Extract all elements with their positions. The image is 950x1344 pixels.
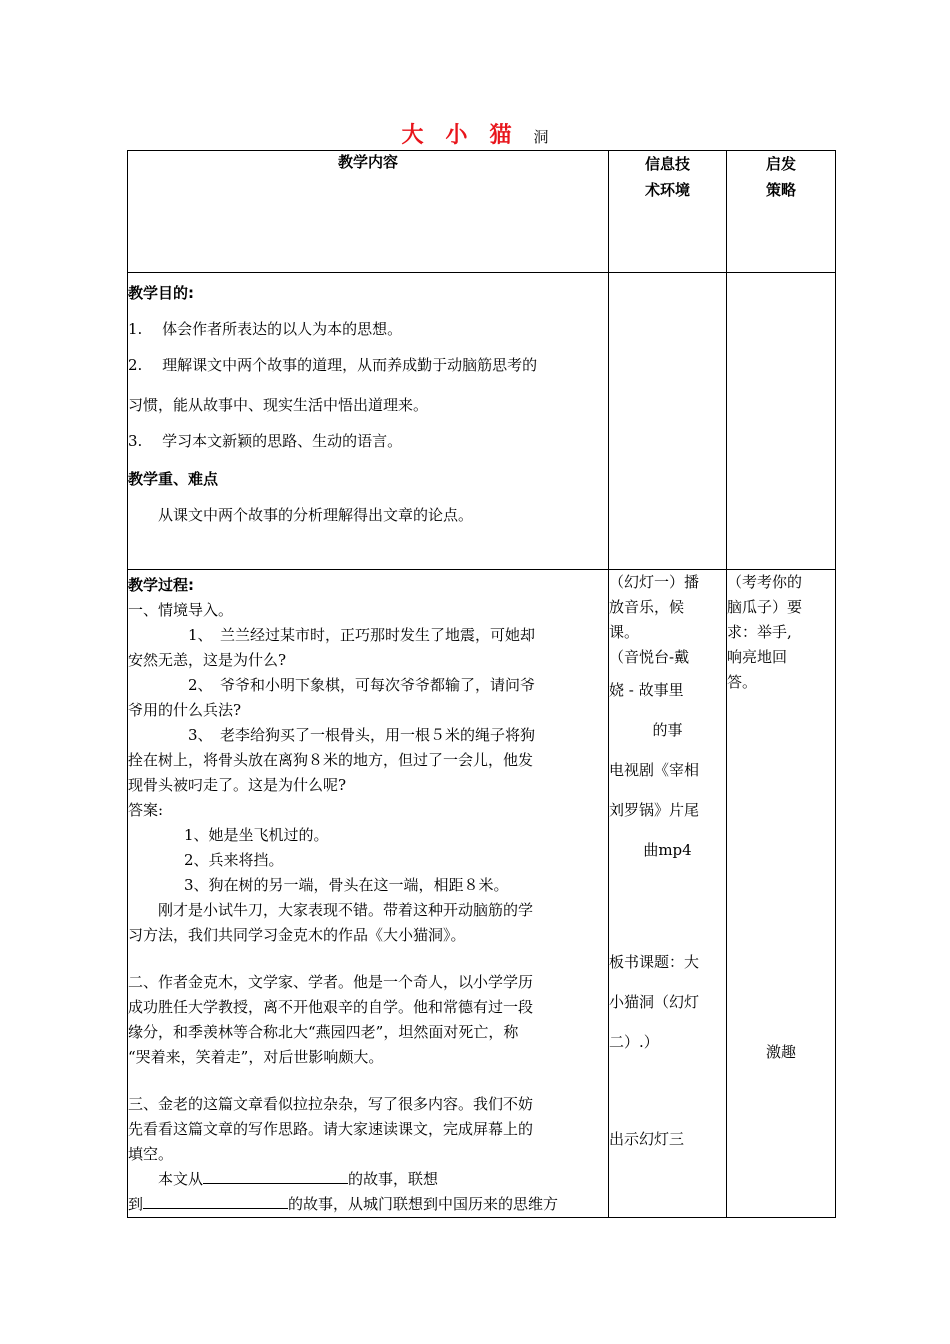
section-3: 三、金老的这篇文章看似拉拉杂杂，写了很多内容。我们不妨	[128, 1095, 534, 1113]
section-3-cont2: 填空。	[128, 1145, 174, 1163]
page-title	[0, 120, 950, 153]
tech-line: 的事	[652, 721, 683, 739]
objectives-heading: 教学目的:	[128, 284, 194, 302]
objective-3: 3. 学习本文新颖的思路、生动的语言。	[128, 432, 403, 450]
section-2-cont3: “哭着来，笑着走”，对后世影响颇大。	[128, 1048, 384, 1066]
section-2: 二、作者金克木，文学家、学者。他是一个奇人，以小学学历	[128, 973, 534, 991]
tech-cell	[609, 570, 727, 1218]
tech-line: 电视剧《宰相	[609, 761, 700, 779]
tech-line: 板书课题：大	[609, 953, 700, 971]
key-heading: 教学重、难点	[128, 470, 219, 488]
blank-line-1	[203, 1169, 348, 1184]
lesson-plan-table	[127, 150, 836, 1218]
transition-text-cont: 习方法，我们共同学习金克木的作品《大小猫洞》。	[128, 926, 466, 944]
header-content: 教学内容	[128, 151, 609, 273]
tech-line: （幻灯一）播	[609, 573, 700, 591]
blank-line-2	[143, 1194, 288, 1209]
transition-text: 刚才是小试牛刀，大家表现不错。带着这种开动脑筋的学	[158, 901, 534, 919]
objectives-tech-empty	[609, 273, 727, 570]
answer-heading: 答案:	[128, 801, 164, 819]
objective-1: 1. 体会作者所表达的以人为本的思想。	[128, 320, 403, 338]
title-main: 大小猫	[401, 123, 534, 148]
section-1: 一、情境导入。	[128, 601, 234, 619]
tech-line: 小猫洞（幻灯	[609, 993, 700, 1011]
answer-2: 2、兵来将挡。	[184, 851, 284, 869]
process-heading: 教学过程:	[128, 576, 194, 594]
question-3: 3、 老李给狗买了一根骨头，用一根５米的绳子将狗	[188, 726, 536, 744]
strategy-line: 激趣	[765, 1043, 796, 1061]
tech-line: 娆 - 故事里	[609, 681, 684, 699]
table-header-row	[128, 151, 836, 273]
process-row	[128, 570, 836, 1218]
tech-line: 课。	[609, 623, 640, 641]
question-1: 1、 兰兰经过某市时，正巧那时发生了地震，可她却	[188, 626, 536, 644]
objectives-row	[128, 273, 836, 570]
question-3-cont2: 现骨头被叼走了。这是为什么呢?	[128, 776, 347, 794]
tech-line: （音悦台-戴	[609, 648, 690, 666]
question-1-cont: 安然无恙，这是为什么?	[128, 651, 287, 669]
answer-3: 3、狗在树的另一端，骨头在这一端，相距８米。	[184, 876, 509, 894]
tech-line: 二）.）	[609, 1033, 659, 1051]
tech-line: 刘罗锅》片尾	[609, 801, 700, 819]
question-3-cont: 拴在树上，将骨头放在离狗８米的地方，但过了一会儿，他发	[128, 751, 534, 769]
header-strategy: 启发 策略	[727, 151, 836, 273]
answer-1: 1、她是坐飞机过的。	[184, 826, 329, 844]
section-2-cont: 成功胜任大学教授，离不开他艰辛的自学。他和常德有过一段	[128, 998, 534, 1016]
strategy-line: 响亮地回	[727, 648, 788, 666]
fill-blank-2: 到 的故事，从城门联想到中国历来的思维方	[128, 1195, 559, 1213]
question-2: 2、 爷爷和小明下象棋，可每次爷爷都输了，请问爷	[188, 676, 536, 694]
tech-line: 出示幻灯三	[609, 1130, 685, 1148]
objective-2a: 2. 理解课文中两个故事的道理，从而养成勤于动脑筋思考的	[128, 356, 538, 374]
process-cell	[128, 570, 609, 1218]
key-text: 从课文中两个故事的分析理解得出文章的论点。	[158, 506, 474, 524]
strategy-line: 脑瓜子）要	[727, 598, 803, 616]
strategy-line: 求：举手,	[727, 623, 792, 641]
section-3-cont: 先看看这篇文章的写作思路。请大家速读课文，完成屏幕上的	[128, 1120, 534, 1138]
tech-line: 放音乐，候	[609, 598, 685, 616]
objectives-cell	[128, 273, 609, 570]
objective-2b: 习惯，能从故事中、现实生活中悟出道理来。	[128, 396, 429, 414]
strategy-cell	[727, 570, 836, 1218]
tech-line: 曲mp4	[643, 841, 692, 859]
section-2-cont2: 缘分，和季羡林等合称北大“燕园四老”，坦然面对死亡，称	[128, 1023, 519, 1041]
objectives-strategy-empty	[727, 273, 836, 570]
question-2-cont: 爷用的什么兵法?	[128, 701, 242, 719]
header-tech: 信息技 术环境	[609, 151, 727, 273]
strategy-line: （考考你的	[727, 573, 803, 591]
fill-blank-1: 本文从 的故事，联想	[158, 1170, 439, 1188]
title-suffix: 洞	[533, 128, 549, 146]
strategy-line: 答。	[727, 673, 758, 691]
